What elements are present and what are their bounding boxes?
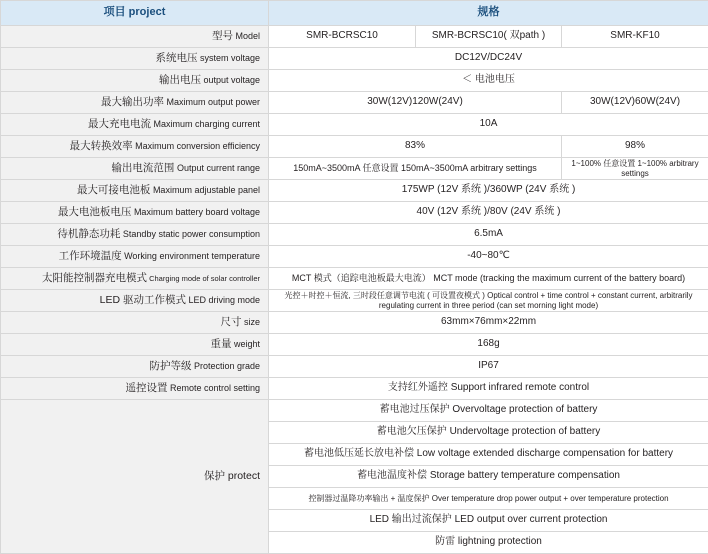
row-label [1, 378, 269, 400]
row-label-en: Model [233, 31, 260, 41]
header-cell-spec: 规格 [269, 1, 708, 26]
row-value: 150mA~3500mA 任意设置 150mA~3500mA arbitrary settings [269, 158, 562, 180]
table-row [1, 378, 708, 400]
table-row [1, 290, 708, 312]
row-value: 30W(12V)60W(24V) [562, 92, 708, 114]
protection-label-en: protect [225, 470, 260, 482]
protection-item: 防雷 lightning protection [269, 532, 708, 554]
row-label-en: LED driving mode [186, 295, 260, 305]
row-label-en: system voltage [197, 53, 260, 63]
row-label [1, 136, 269, 158]
table-row [1, 400, 708, 422]
table-row [1, 356, 708, 378]
table-row [1, 92, 708, 114]
row-value: 支持红外遥控 Support infrared remote control [269, 378, 708, 400]
row-value: 30W(12V)120W(24V) [269, 92, 562, 114]
table-row [1, 114, 708, 136]
row-value: MCT 模式（追踪电池板最大电流） MCT mode (tracking the maximum current of the battery board) [269, 268, 708, 290]
row-label-cn: 重量 [210, 338, 231, 350]
table-header-row [1, 1, 708, 26]
row-label-cn: 遥控设置 [125, 382, 167, 394]
row-label-en: Maximum charging current [151, 119, 260, 129]
protection-item: 蓄电池温度补偿 Storage battery temperature compensation [269, 466, 708, 488]
row-label-cn: 最大输出功率 [101, 96, 164, 108]
row-label-cn: 最大转换效率 [70, 140, 133, 152]
row-label-cn: 待机静态功耗 [57, 228, 120, 240]
row-value: IP67 [269, 356, 708, 378]
row-value: 1~100% 任意设置 1~100% arbitrary settings [562, 158, 708, 180]
protection-label [1, 400, 269, 554]
table-row [1, 70, 708, 92]
row-label-en: Standby static power consumption [120, 229, 260, 239]
row-value: -40~80℃ [269, 246, 708, 268]
row-label-en: Protection grade [191, 361, 260, 371]
row-value: 63mm×76mm×22mm [269, 312, 708, 334]
row-value: SMR-KF10 [562, 26, 708, 48]
row-value: DC12V/DC24V [269, 48, 708, 70]
protection-label-cn: 保护 [204, 470, 225, 482]
row-value: SMR-BCRSC10 [269, 26, 416, 48]
row-label-en: Remote control setting [167, 383, 260, 393]
header-cell-project: 项目 project [1, 1, 269, 26]
row-label-en: Maximum conversion efficiency [133, 141, 260, 151]
row-label [1, 290, 269, 312]
row-value: 40V (12V 系统 )/80V (24V 系统 ) [269, 202, 708, 224]
row-label-cn: LED 驱动工作模式 [100, 294, 186, 306]
table-row [1, 224, 708, 246]
row-label-en: output voltage [201, 75, 260, 85]
table-body [1, 26, 708, 554]
row-label-cn: 输出电流范围 [111, 162, 174, 174]
row-value: ＜ 电池电压 [269, 70, 708, 92]
table-row [1, 246, 708, 268]
row-label-cn: 最大可接电池板 [77, 184, 151, 196]
row-value: SMR-BCRSC10( 双path ) [416, 26, 562, 48]
row-label [1, 246, 269, 268]
row-value: 98% [562, 136, 708, 158]
table-row [1, 26, 708, 48]
row-value: 光控＋时控＋恒流, 三时段任意调节电流 ( 可设置夜模式 ) Optical control + time control + constant current, arbitrarily regulating current in three period (can set morning light mode) [269, 290, 708, 312]
row-label [1, 48, 269, 70]
row-label-en: Output current range [174, 163, 260, 173]
table-row [1, 268, 708, 290]
row-label-cn: 系统电压 [155, 52, 197, 64]
row-label [1, 158, 269, 180]
table-row [1, 48, 708, 70]
row-value: 6.5mA [269, 224, 708, 246]
row-label [1, 92, 269, 114]
table-row [1, 180, 708, 202]
row-label [1, 70, 269, 92]
row-label [1, 224, 269, 246]
row-label-en: Maximum battery board voltage [131, 207, 260, 217]
row-label [1, 334, 269, 356]
row-value: 10A [269, 114, 708, 136]
protection-item: 控制器过温降功率输出 + 温度保护 Over temperature drop power output + over temperature protection [269, 488, 708, 510]
row-label [1, 26, 269, 48]
row-label-cn: 输出电压 [159, 74, 201, 86]
table-row [1, 136, 708, 158]
row-label-en: size [241, 317, 260, 327]
row-label-en: Maximum adjustable panel [150, 185, 260, 195]
table-row [1, 334, 708, 356]
table-row [1, 312, 708, 334]
table-row [1, 202, 708, 224]
row-label-en: Maximum output power [164, 97, 260, 107]
row-label-cn: 最大电池板电压 [58, 206, 132, 218]
protection-item: 蓄电池低压延长放电补偿 Low voltage extended discharge compensation for battery [269, 444, 708, 466]
row-label-cn: 最大充电电流 [88, 118, 151, 130]
row-label [1, 356, 269, 378]
row-label-cn: 防护等级 [149, 360, 191, 372]
row-label [1, 268, 269, 290]
row-label-en: Charging mode of solar controller [147, 274, 260, 283]
row-label [1, 114, 269, 136]
row-label [1, 202, 269, 224]
protection-item: LED 输出过流保护 LED output over current protection [269, 510, 708, 532]
row-label [1, 180, 269, 202]
table-row [1, 158, 708, 180]
row-label-cn: 尺寸 [220, 316, 241, 328]
row-label-en: weight [231, 339, 260, 349]
row-value: 175WP (12V 系统 )/360WP (24V 系统 ) [269, 180, 708, 202]
protection-item: 蓄电池欠压保护 Undervoltage protection of battery [269, 422, 708, 444]
row-value: 168g [269, 334, 708, 356]
protection-item: 蓄电池过压保护 Overvoltage protection of battery [269, 400, 708, 422]
row-label-en: Working environment temperature [122, 251, 260, 261]
row-label-cn: 太阳能控制器充电模式 [42, 272, 147, 284]
row-label [1, 312, 269, 334]
row-value: 83% [269, 136, 562, 158]
row-label-cn: 工作环境温度 [59, 250, 122, 262]
row-label-cn: 型号 [212, 30, 233, 42]
